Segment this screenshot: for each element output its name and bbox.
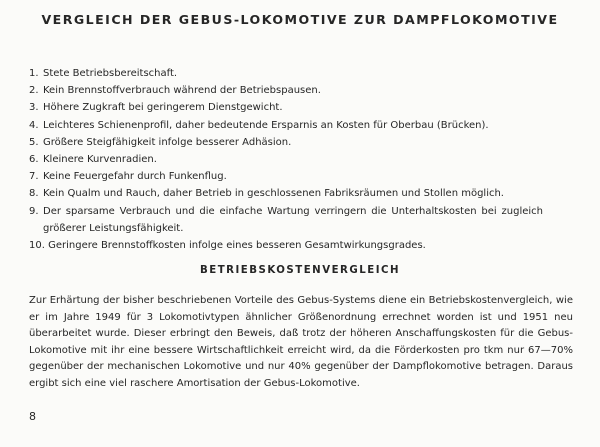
list-item — [29, 117, 569, 134]
item-number: 2. — [29, 85, 39, 97]
list-item — [29, 168, 569, 185]
item-number: 6. — [29, 154, 39, 166]
list-item — [29, 82, 569, 99]
item-number: 1. — [29, 68, 39, 79]
list-item — [29, 237, 569, 254]
item-text: Geringere Brennstoffkosten infolge eines besseren Gesamtwirkungsgrades. — [48, 240, 426, 252]
advantages-list — [29, 65, 569, 254]
item-text: Keine Feuergefahr durch Funkenflug. — [43, 171, 227, 183]
list-item — [29, 65, 569, 82]
item-number: 3. — [29, 102, 39, 114]
list-item — [29, 203, 569, 237]
list-item — [29, 151, 569, 168]
item-number: 7. — [29, 171, 39, 183]
item-number: 9. — [29, 205, 39, 217]
item-text: Leichteres Schienenprofil, daher bedeutende Ersparnis an Kosten für Oberbau (Brücken). — [43, 119, 489, 131]
body-paragraph: Zur Erhärtung der bisher beschriebenen Vorteile des Gebus-Systems diene ein Betriebskostenvergleich, wie er im Jahre 1949 für 3 Lokomotivtypen ähnlicher Größenordnung errechnet worden ist und 1951 neu überarbeitet wurde. Dieser erbringt den Beweis, daß trotz der höheren Anschaffungskosten für die Gebus-Lokomotive mit ihr eine bessere Wirtschaftlichkeit erreicht wird, da die Förderkosten pro tkm nur 67—70% gegenüber der mechanischen Lokomotive und nur 40% gegenüber der Dampflokomotive betragen. Daraus ergibt sich eine viel raschere Amortisation der Gebus-Lokomotive. — [29, 295, 573, 389]
list-item — [29, 185, 569, 202]
item-text: Der sparsame Verbrauch und die einfache Wartung verringern die Unterhaltskosten bei zugleich größerer Leistungsfähigkeit. — [43, 205, 543, 234]
list-item — [29, 134, 569, 151]
item-text: Kleinere Kurvenradien. — [43, 154, 157, 166]
page-number: 8 — [29, 410, 36, 423]
item-number: 10. — [29, 240, 45, 252]
page-title: VERGLEICH DER GEBUS-LOKOMOTIVE ZUR DAMPFLOKOMOTIVE — [41, 12, 559, 27]
item-number: 4. — [29, 119, 39, 131]
item-text: Kein Brennstoffverbrauch während der Betriebspausen. — [43, 85, 321, 97]
item-number: 5. — [29, 136, 39, 148]
item-text: Stete Betriebsbereitschaft. — [43, 68, 178, 79]
item-text: Größere Steigfähigkeit infolge besserer Adhäsion. — [43, 136, 292, 148]
list-item — [29, 99, 569, 116]
item-text: Kein Qualm und Rauch, daher Betrieb in geschlossenen Fabriksräumen und Stollen möglich. — [43, 188, 504, 200]
section-heading: BETRIEBSKOSTENVERGLEICH — [199, 265, 401, 276]
item-number: 8. — [29, 188, 39, 200]
item-text: Höhere Zugkraft bei geringerem Dienstgewicht. — [43, 102, 283, 114]
